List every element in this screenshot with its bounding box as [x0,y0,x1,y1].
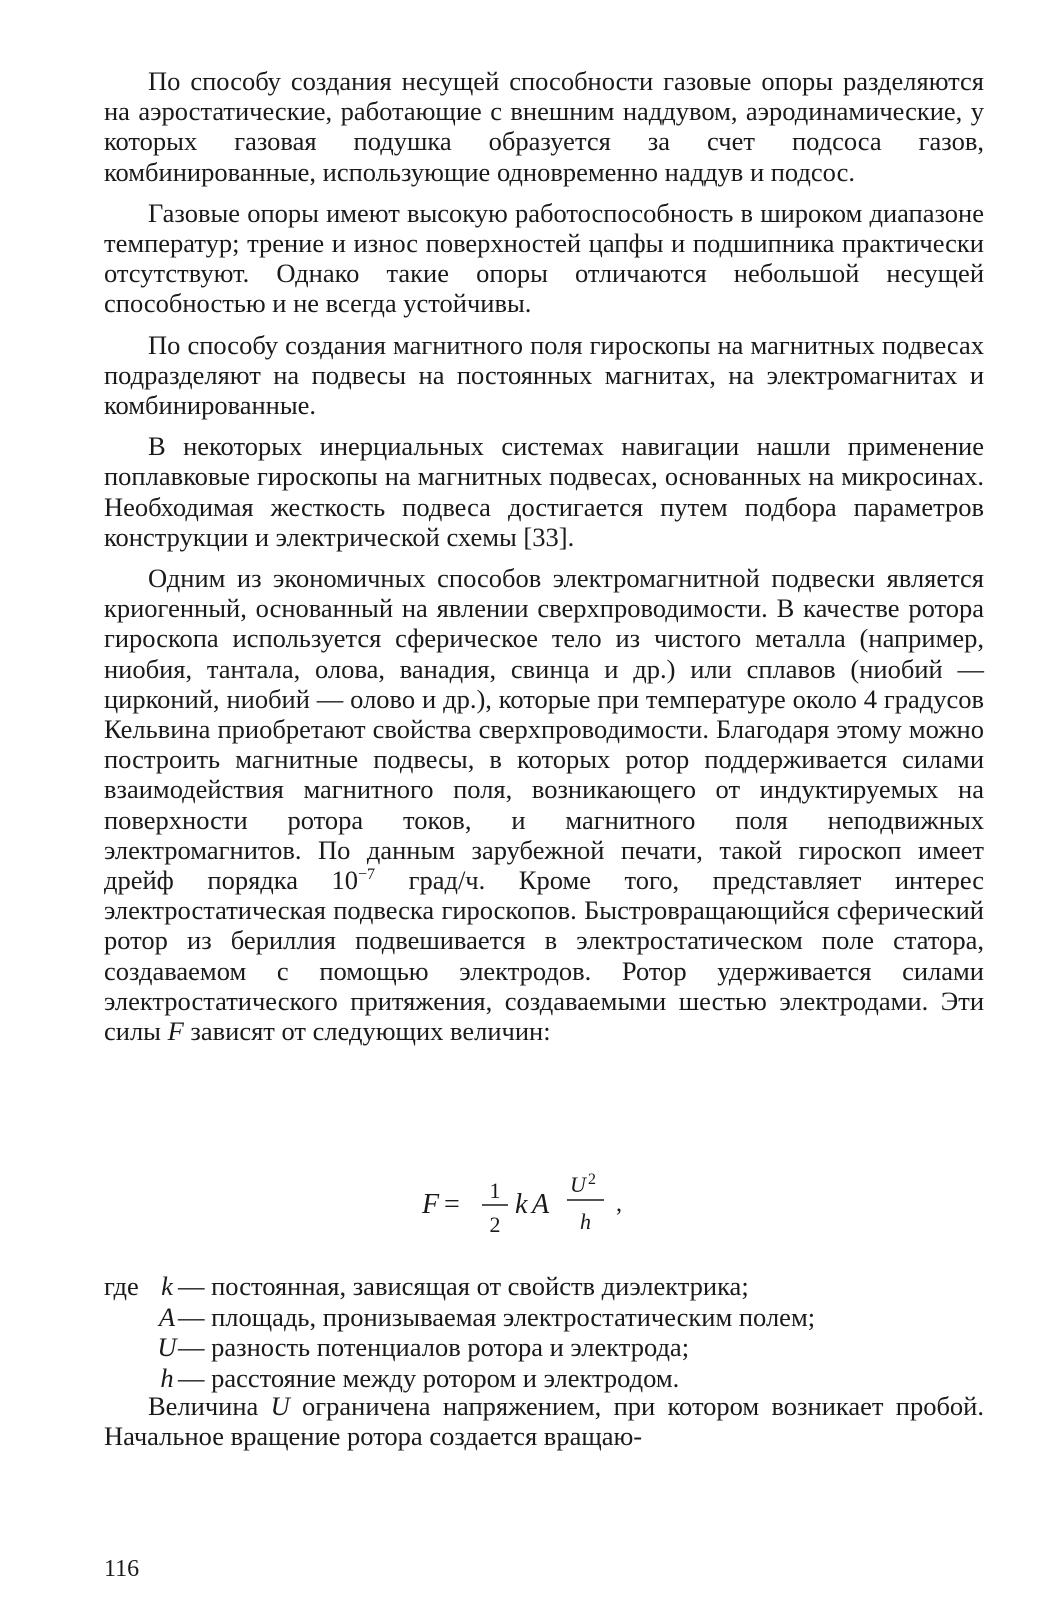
definition-symbol: U [157,1332,177,1362]
formula-h: h [580,1209,591,1234]
force-formula [104,1156,984,1246]
formula-equals: = [444,1189,460,1220]
formula-U: U [570,1172,586,1197]
formula-lhs: F [422,1189,440,1220]
definitions-lead: где [104,1271,139,1301]
para5-text-1: Одним из экономичных способов электромагнитной подвески является криогенный, основанный на явлении сверхпроводимости. В качестве ротора гироскопа используется сферическое тело из чистого металла (например, ниобия, тантала, олова, ванадия, свинца и др.) или сплавов (ниобий — цирконий, ниобий — олово и др.), которые при температуре около 4 градусов Кельвина приобретают свойства сверхпроводимости. Благодаря этому можно построить магнитные подвесы, в которых ротор поддерживается силами взаимодействия магнитного поля, возникающего от индуктируемых на поверхности ротора токов, и магнитного поля неподвижных электромагнитов. По данным зарубежной печати, такой гироскоп имеет дрейф порядка 10 [104,563,984,896]
definition-row [104,1332,984,1363]
definition-row [104,1302,984,1333]
closing-section [104,1391,984,1462]
formula-frac-numerator: 1 [489,1178,501,1203]
paragraph-gas-supports-types: По способу создания несущей способности газовые опоры разделяются на аэростатические, работающие с внешним наддувом, аэродинамические, у которых газовая подушка образуется за счет подсоса газов, комбинированные, использующие одновременно наддув и подсос. [104,66,984,187]
formula-U-exponent: 2 [588,1171,596,1188]
paragraph-cryogenic-suspension [104,563,984,1046]
final-text-1: Величина [148,1391,271,1421]
definition-text: — расстояние между ротором и электродом. [178,1362,680,1393]
paragraph-gas-supports-properties: Газовые опоры имеют высокую работоспособность в широком диапазоне температур; трение и износ поверхностей цапфы и подшипника практически отсутствуют. Однако такие опоры отличаются небольшой несущей способностью и не всегда устойчивы. [104,197,984,319]
force-variable: F [167,1016,184,1047]
definition-text: — площадь, пронизываемая электростатическим полем; [178,1301,816,1332]
para5-text-2: град/ч. Кроме того, представляет интерес электростатическая подвеска гироскопов. Быстровращающийся сферический ротор из бериллия подвешивается в электростатическом поле статора, создаваемом с помощью электродов. Ротор удерживается силами электростатического притяжения, создаваемыми шестью электродами. Эти силы [104,865,984,1047]
final-text-2: ограничена напряжением, при котором возникает пробой. Начальное вращение ротора создается вращаю- [104,1391,984,1452]
paragraph-float-gyroscopes: В некоторых инерциальных системах навигации нашли применение поплавковые гироскопы на магнитных подвесах, основанных на микросинах. Необходимая жесткость подвеса достигается путем подбора параметров конструкции и электрической схемы [33]. [104,431,984,552]
formula-k: k [515,1189,528,1220]
para5-text-3: зависят от следующих величин: [183,1016,551,1047]
formula-A: A [532,1189,550,1220]
page-number: 116 [104,1556,140,1582]
definition-symbol: k [161,1271,173,1301]
paragraph-voltage-limit [104,1391,984,1451]
document-page [104,66,984,1582]
paragraph-magnetic-suspension-types: По способу создания магнитного поля гироскопы на магнитных подвесах подразделяют на подвесы на постоянных магнитах, на электромагнитах и комбинированные. [104,329,984,421]
definition-symbol: A [158,1301,176,1332]
voltage-variable: U [270,1391,290,1421]
formula-frac-denominator: 2 [489,1212,501,1237]
definition-text: — разность потенциалов ротора и электрода; [178,1332,690,1362]
definitions-list [104,1271,984,1393]
definition-row [104,1363,984,1394]
formula-graphic [104,1156,984,1246]
definition-row [104,1271,984,1302]
drift-exponent: −7 [358,866,376,884]
formula-comma: , [616,1191,622,1217]
definition-text: — постоянная, зависящая от свойств диэлектрика; [178,1271,749,1301]
definition-symbol: h [160,1362,174,1393]
